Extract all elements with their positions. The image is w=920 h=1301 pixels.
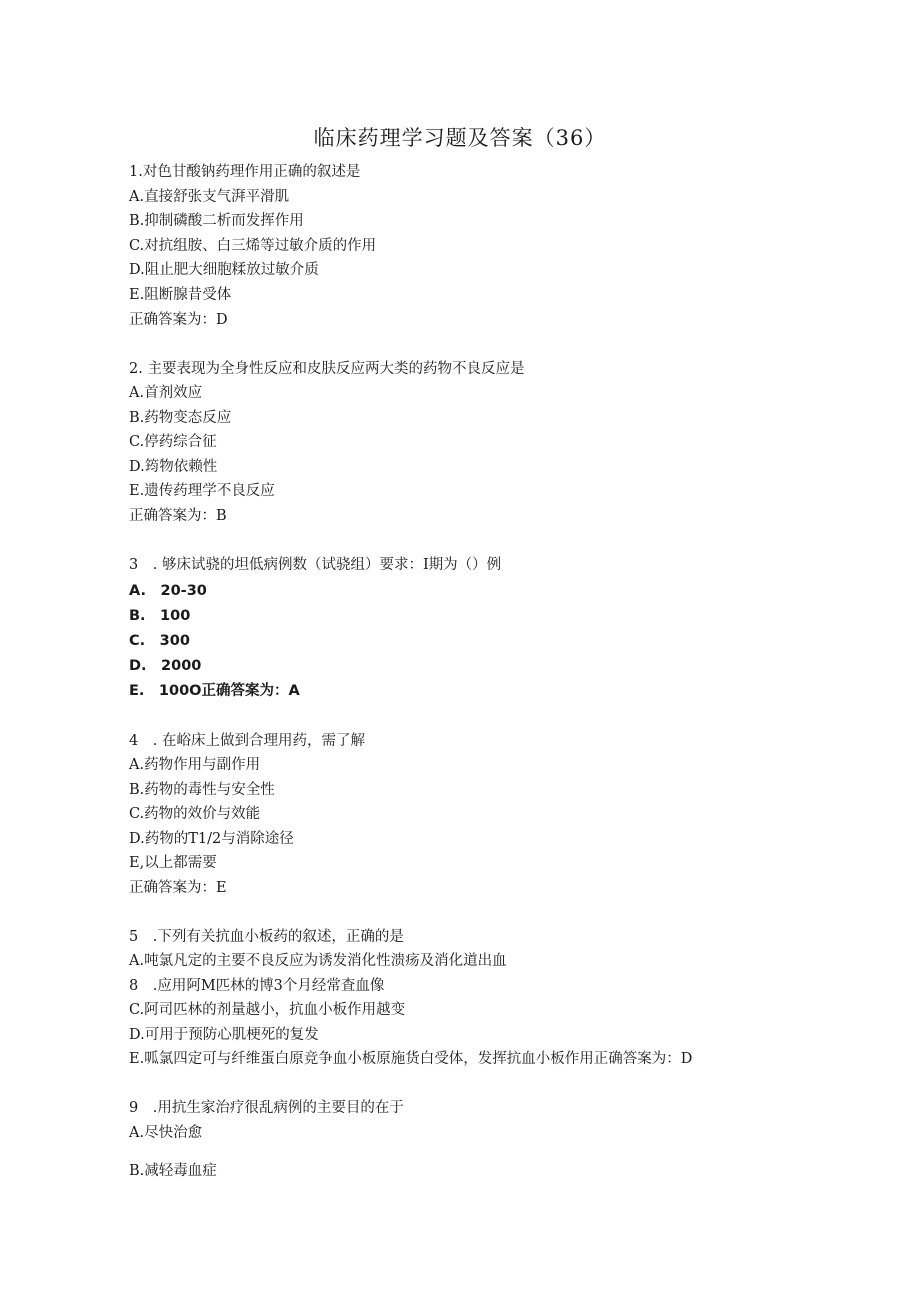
question-4-answer: 正确答案为：E <box>129 880 227 896</box>
question-5-option-e-answer: E.呱氯四定可与纤维蛋白原竞争血小板原施货白受体，发挥抗血小板作用正确答案为：D <box>129 1051 693 1067</box>
question-4-stem: 4 . 在峪床上做到合理用药，需了解 <box>129 733 365 749</box>
question-4-option-e: E,以上都需要 <box>129 855 217 871</box>
question-1-option-e: E.阻断腺昔受体 <box>129 287 232 303</box>
question-2-option-a: A.首剂效应 <box>129 385 203 401</box>
question-1-option-b: B.抑制磷酸二析而发挥作用 <box>129 213 304 229</box>
question-1-option-c: C.对抗组胺、白三烯等过敏介质的作用 <box>129 238 377 254</box>
question-2-option-c: C.停药综合征 <box>129 434 217 450</box>
document-title: 临床药理学习题及答案（36） <box>313 126 607 150</box>
question-2-option-d: D.筠物依赖性 <box>129 459 218 475</box>
question-3-option-a: A. 20-30 <box>129 583 207 599</box>
question-3-option-e-answer: E. 100O正确答案为：A <box>129 683 300 699</box>
question-5-stem: 5 .下列有关抗血小板药的叙述，正确的是 <box>129 929 404 945</box>
question-6-option-a: A.尽快治愈 <box>129 1125 203 1141</box>
question-3-stem: 3 . 够床试骁的坦低病例数（试骁组）要求：I期为（）例 <box>129 557 502 573</box>
question-5-option-a: A.吨氯凡定的主要不良反应为诱发消化性溃疡及消化道出血 <box>129 953 507 969</box>
question-3-option-c: C. 300 <box>129 633 190 649</box>
question-2-answer: 正确答案为：B <box>129 508 227 524</box>
question-4-option-c: C.药物的效价与效能 <box>129 806 261 822</box>
question-1-answer: 正确答案为：D <box>129 312 228 328</box>
question-3-option-d: D. 2000 <box>129 658 202 674</box>
question-4-option-b: B.药物的毒性与安全性 <box>129 782 275 798</box>
question-4-option-d: D.药物的T1/2与消除途径 <box>129 831 294 847</box>
question-5-option-d: D.可用于预防心肌梗死的复发 <box>129 1027 319 1043</box>
question-6-stem: 9 .用抗生家治疗很乱病例的主要目的在于 <box>129 1100 404 1116</box>
question-5-option-b: 8 .应用阿M匹林的博3个月经常査血像 <box>129 978 385 994</box>
question-5-option-c: C.阿司匹林的剂量越小，抗血小板作用越变 <box>129 1002 406 1018</box>
question-2-option-e: E.遗传药理学不良反应 <box>129 483 275 499</box>
question-4-option-a: A.药物作用与副作用 <box>129 757 261 773</box>
question-6-option-b: B.减轻毒血症 <box>129 1163 217 1179</box>
question-2-stem: 2. 主要表现为全身性反应和皮肤反应两大类的药物不良反应是 <box>129 361 525 377</box>
question-1-option-a: A.直接舒张支气湃平滑肌 <box>129 189 290 205</box>
question-1-stem: 1.对色甘酸钠药理作用正确的叙述是 <box>129 164 361 180</box>
question-2-option-b: B.药物变态反应 <box>129 410 232 426</box>
question-1-option-d: D.阻止肥大细胞糅放过敏介质 <box>129 262 319 278</box>
question-3-option-b: B. 100 <box>129 608 191 624</box>
